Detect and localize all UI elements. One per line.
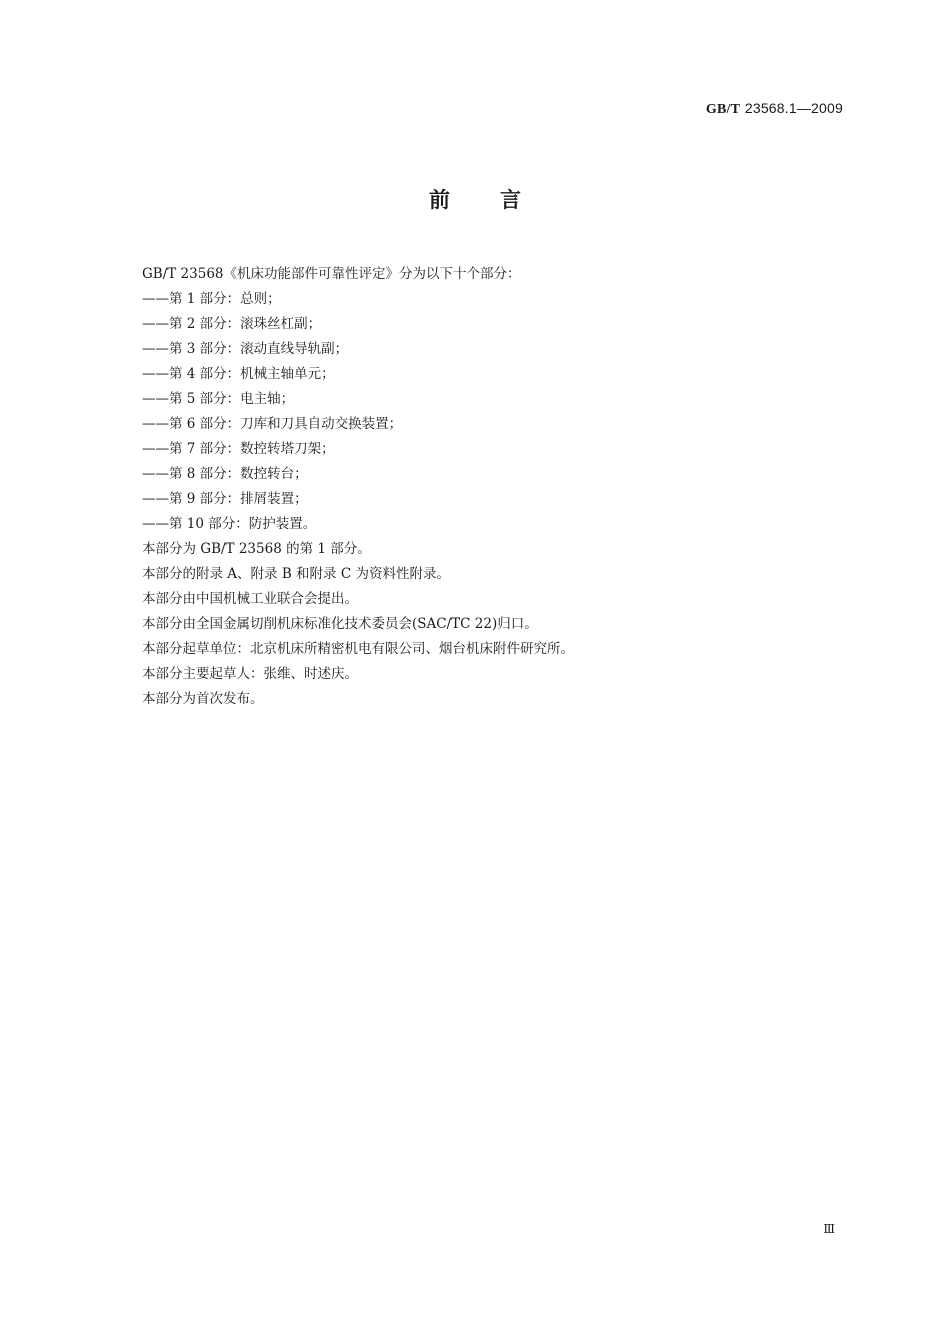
part-list-item: ——第 1 部分：总则； [142, 291, 281, 307]
paragraph: 本部分为 GB/T 23568 的第 1 部分。 [142, 541, 371, 557]
paragraph: 本部分的附录 A、附录 B 和附录 C 为资料性附录。 [142, 566, 450, 582]
paragraph: 本部分由中国机械工业联合会提出。 [142, 591, 358, 607]
intro-line: GB/T 23568《机床功能部件可靠性评定》分为以下十个部分： [142, 266, 521, 282]
paragraph: 本部分由全国金属切削机床标准化技术委员会(SAC/TC 22)归口。 [142, 616, 538, 632]
part-list-item: ——第 6 部分：刀库和刀具自动交换装置； [142, 416, 403, 432]
part-list-item: ——第 2 部分：滚珠丝杠副； [142, 316, 322, 332]
page-title: 前言 [429, 188, 571, 212]
part-list-item: ——第 8 部分：数控转台； [142, 466, 308, 482]
standard-code: GB/T [705, 102, 741, 117]
part-list-item: ——第 7 部分：数控转塔刀架； [142, 441, 335, 457]
standard-number: 23568.1—2009 [744, 100, 843, 116]
page-number: Ⅲ [823, 1222, 835, 1236]
foreword-body [142, 262, 842, 712]
paragraph: 本部分起草单位：北京机床所精密机电有限公司、烟台机床附件研究所。 [142, 641, 574, 657]
part-list-item: ——第 5 部分：电主轴； [142, 391, 295, 407]
part-list-item: ——第 9 部分：排屑装置； [142, 491, 308, 507]
paragraph: 本部分为首次发布。 [142, 691, 264, 707]
part-list-item: ——第 10 部分：防护装置。 [142, 516, 317, 532]
paragraph: 本部分主要起草人：张维、时述庆。 [142, 666, 358, 682]
part-list-item: ——第 3 部分：滚动直线导轨副； [142, 341, 349, 357]
part-list-item: ——第 4 部分：机械主轴单元； [142, 366, 335, 382]
standard-number-header [706, 100, 843, 118]
